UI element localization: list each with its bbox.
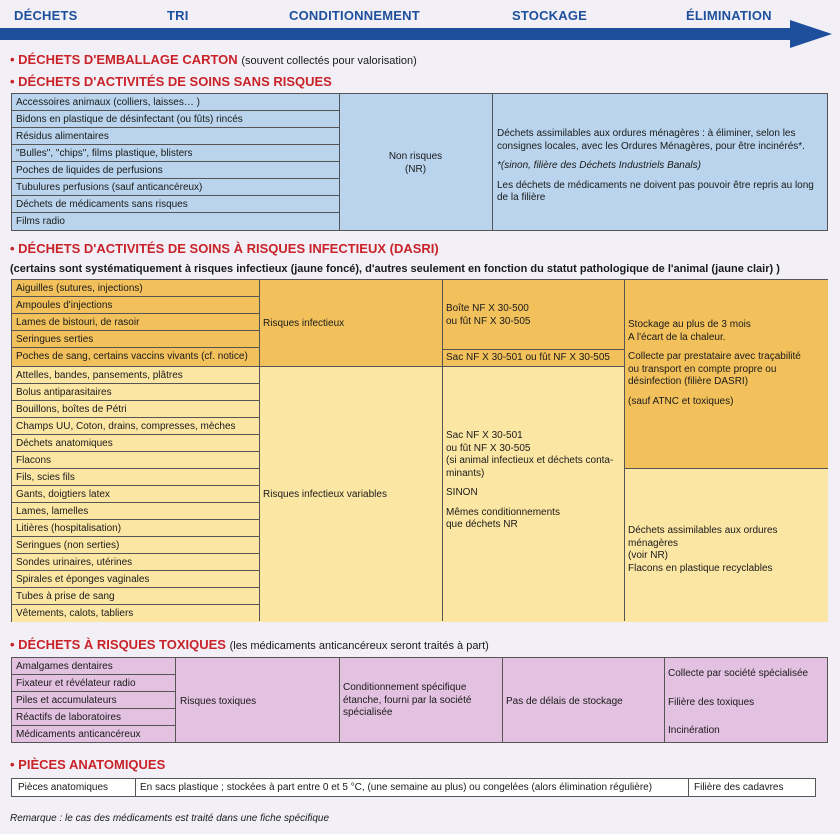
list-item: Films radio (16, 216, 65, 227)
nr-elimination (497, 128, 822, 212)
flow-step-tri: TRI (167, 8, 189, 23)
toxic-category: Risques toxiques (180, 696, 257, 707)
list-item: Attelles, bandes, pansements, plâtres (12, 367, 259, 384)
toxic-item-list (12, 658, 175, 743)
dasri-note: (certains sont systématiquement à risques infectieux (jaune foncé), d'autres seulement en fonction du statut pathologique de l'animal (jaune clair) ) (10, 263, 780, 275)
dasri-dark-elimination: Stockage au plus de 3 mois A l'écart de la chaleur. Collecte par prestataire avec traçabilité ou transport en compte propre ou désinfection (filière DASRI) (sauf ATNC et toxiques) (628, 319, 801, 407)
list-item: Ampoules d'injections (12, 297, 259, 314)
list-item: Amalgames dentaires (12, 658, 175, 675)
remark-text: Remarque : le cas des médicaments est traité dans une fiche spécifique (10, 813, 330, 824)
nr-item-list (12, 94, 339, 230)
nr-table (11, 93, 828, 231)
dasri-light-category: Risques infectieux variables (263, 489, 387, 500)
list-item: Réactifs de laboratoires (12, 709, 175, 726)
dasri-light-conditioning: Sac NF X 30-501 ou fût NF X 30-505 (si animal infectieux et déchets conta- minants) SINON Mêmes conditionnements que déchets NR (446, 430, 614, 530)
list-item: Gants, doigtiers latex (12, 486, 259, 503)
list-item: Accessoires animaux (colliers, laisses… ) (12, 94, 339, 111)
flow-step-stockage: STOCKAGE (512, 8, 588, 23)
dasri-dark-category: Risques infectieux (263, 318, 345, 329)
section-carton-title: • DÉCHETS D'EMBALLAGE CARTON (souvent collectés pour valorisation) (10, 52, 417, 67)
list-item: Spirales et éponges vaginales (12, 571, 259, 588)
list-item: Champs UU, Coton, drains, compresses, mèches (12, 418, 259, 435)
dasri-dark-conditioning: Boîte NF X 30-500 ou fût NF X 30-505 (446, 303, 531, 327)
nr-elim-text-2: *(sinon, filière des Déchets Industriels Banals) (497, 160, 701, 171)
list-item: Résidus alimentaires (12, 128, 339, 145)
list-item: Seringues (non serties) (12, 537, 259, 554)
list-item: Déchets de médicaments sans risques (12, 196, 339, 213)
list-item: Aiguilles (sutures, injections) (12, 280, 259, 297)
list-item: Vêtements, calots, tabliers (16, 608, 134, 619)
list-item: Fixateur et révélateur radio (12, 675, 175, 692)
toxic-storage: Pas de délais de stockage (506, 696, 623, 707)
section-dasri-title: • DÉCHETS D'ACTIVITÉS DE SOINS À RISQUES INFECTIEUX (DASRI) (10, 241, 439, 256)
nr-elim-text-1: Déchets assimilables aux ordures ménagères : à éliminer, selon les consignes locales, avec les Ordures Ménagères, pour être incinérés*. (497, 128, 805, 152)
list-item: Flacons (12, 452, 259, 469)
list-item: Poches de sang, certains vaccins vivants (cf. notice) (16, 351, 248, 362)
list-item: Sondes urinaires, utérines (12, 554, 259, 571)
flow-step-dechets: DÉCHETS (14, 8, 78, 23)
list-item: Lames, lamelles (12, 503, 259, 520)
section-toxic-title: • DÉCHETS À RISQUES TOXIQUES (les médicaments anticancéreux seront traités à part) (10, 637, 489, 652)
dasri-light-item-list (12, 366, 259, 622)
toxic-table (11, 657, 828, 743)
list-item: Poches de liquides de perfusions (12, 162, 339, 179)
flow-step-elimination: ÉLIMINATION (686, 8, 772, 23)
list-item: "Bulles", "chips", films plastique, blisters (12, 145, 339, 162)
list-item: Bouillons, boîtes de Pétri (12, 401, 259, 418)
anatomic-table (11, 778, 816, 797)
anatomic-handling: En sacs plastique ; stockées à part entre 0 et 5 °C, (une semaine au plus) ou congelées (alors élimination régulière) (140, 782, 653, 793)
toxic-conditioning: Conditionnement spécifique étanche, fourni par la société spécialisée (343, 682, 472, 718)
list-item: Tubes à prise de sang (12, 588, 259, 605)
list-item: Tubulures perfusions (sauf anticancéreux) (12, 179, 339, 196)
list-item: Bolus antiparasitaires (12, 384, 259, 401)
list-item: Litières (hospitalisation) (12, 520, 259, 537)
dasri-table (11, 279, 828, 622)
flow-step-conditionnement: CONDITIONNEMENT (289, 8, 420, 23)
anatomic-elimination: Filière des cadavres (694, 782, 784, 793)
nr-elim-text-3: Les déchets de médicaments ne doivent pas pouvoir être repris au long de la filière (497, 179, 814, 203)
list-item: Lames de bistouri, de rasoir (12, 314, 259, 331)
dasri-light-elimination: Déchets assimilables aux ordures ménagères (voir NR) Flacons en plastique recyclables (628, 525, 778, 574)
list-item: Médicaments anticancéreux (16, 729, 141, 740)
dasri-dark-conditioning-sac: Sac NF X 30-501 ou fût NF X 30-505 (446, 352, 610, 363)
section-carton-subtitle: (souvent collectés pour valorisation) (241, 55, 417, 67)
toxic-elimination: Collecte par société spécialisée Filière des toxiques Incinération (668, 668, 809, 736)
nr-category: Non risques (NR) (388, 151, 443, 175)
process-flow-header (0, 0, 840, 50)
list-item: Fils, scies fils (12, 469, 259, 486)
section-anatomic-title: • PIÈCES ANATOMIQUES (10, 757, 166, 772)
list-item: Bidons en plastique de désinfectant (ou fûts) rincés (12, 111, 339, 128)
section-nr-title: • DÉCHETS D'ACTIVITÉS DE SOINS SANS RISQUES (10, 74, 332, 89)
section-toxic-subtitle: (les médicaments anticancéreux seront traités à part) (229, 640, 489, 652)
list-item: Seringues serties (12, 331, 259, 348)
list-item: Déchets anatomiques (12, 435, 259, 452)
anatomic-item: Pièces anatomiques (18, 782, 109, 793)
list-item: Piles et accumulateurs (12, 692, 175, 709)
dasri-dark-item-list (12, 280, 259, 365)
